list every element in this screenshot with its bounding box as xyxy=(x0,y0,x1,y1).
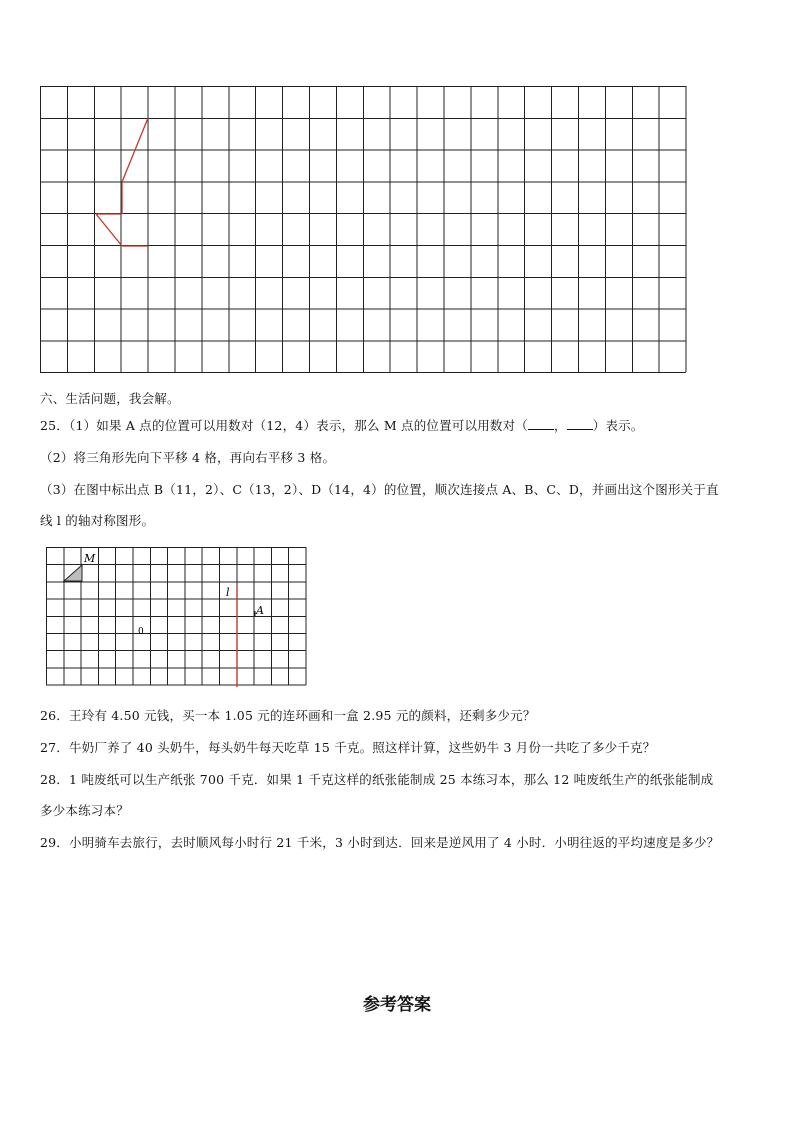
triangle-m xyxy=(64,565,82,581)
q25-part1-end: ）表示。 xyxy=(592,418,644,433)
question-25-part2: （2）将三角形先向下平移 4 格，再向右平移 3 格。 xyxy=(40,450,336,465)
top-grid xyxy=(40,86,688,374)
grid-lines xyxy=(46,547,306,685)
grid-lines xyxy=(40,86,686,373)
coordinate-grid xyxy=(46,547,308,687)
label-o: 0 xyxy=(138,627,144,637)
question-27: 27．牛奶厂养了 40 头奶牛，每头奶牛每天吃草 15 千克。照这样计算，这些奶牛 3 月份一共吃了多少千克？ xyxy=(40,740,656,755)
q25-separator: ， xyxy=(554,418,567,433)
label-m: M xyxy=(84,552,96,565)
q25-part1-text: 25．（1）如果 A 点的位置可以用数对（12，4）表示，那么 M 点的位置可以用数对（ xyxy=(40,418,528,433)
question-28-line2: 多少本练习本？ xyxy=(40,803,129,818)
figure-slanted-bottom xyxy=(96,214,122,246)
answer-blank-x[interactable] xyxy=(528,417,554,430)
question-28-line1: 28．1 吨废纸可以生产纸张 700 千克．如果 1 千克这样的纸张能制成 25 本练习本，那么 12 吨废纸生产的纸张能制成 xyxy=(40,772,714,787)
question-26: 26．王玲有 4.50 元钱，买一本 1.05 元的连环画和一盒 2.95 元的颜料，还剩多少元？ xyxy=(40,708,536,723)
question-25-part3-line1: （3）在图中标出点 B（11，2）、C（13，2）、D（14，4）的位置，顺次连接点 A、B、C、D，并画出这个图形关于直 xyxy=(40,482,719,497)
label-l: l xyxy=(226,586,230,599)
section-title: 六、生活问题，我会解。 xyxy=(40,391,180,406)
question-29: 29．小明骑车去旅行，去时顺风每小时行 21 千米，3 小时到达．回来是逆风用了 4 小时．小明往返的平均速度是多少？ xyxy=(40,835,720,850)
label-a: A xyxy=(256,604,264,617)
question-25-part1 xyxy=(40,416,644,434)
answer-blank-y[interactable] xyxy=(567,417,593,430)
question-25-part3-line2: 线 l 的轴对称图形。 xyxy=(40,513,155,528)
answer-section-title: 参考答案 xyxy=(363,995,431,1015)
